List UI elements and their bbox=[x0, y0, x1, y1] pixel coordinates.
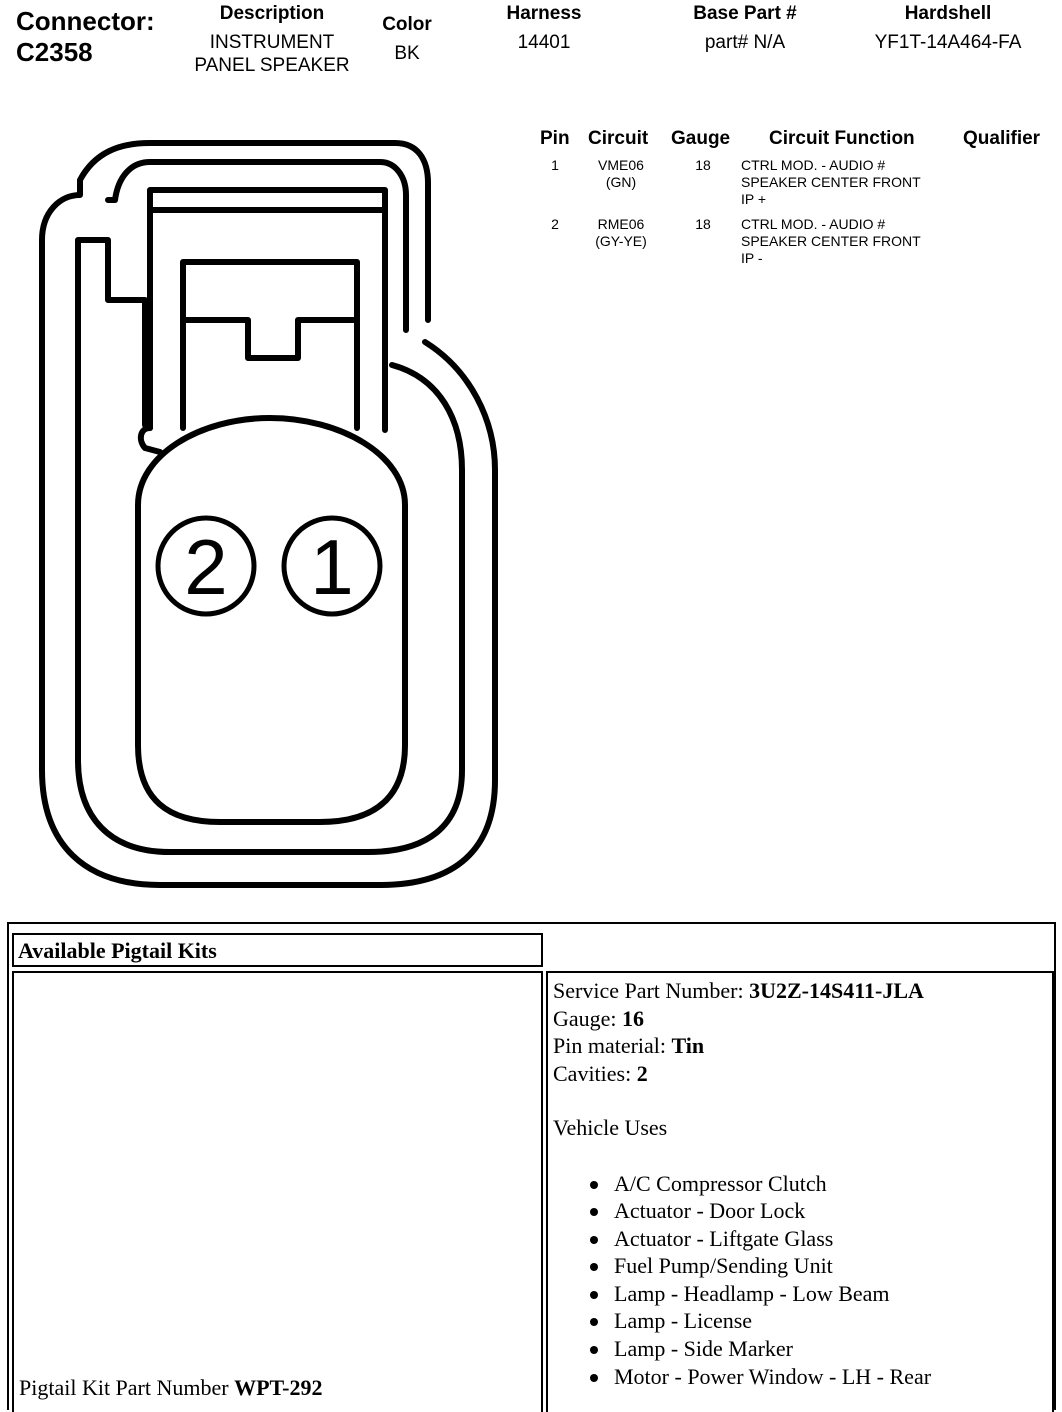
pin-header: Pin bbox=[540, 128, 570, 149]
harness-value: 14401 bbox=[517, 32, 571, 53]
kit-gauge: Gauge: 16 bbox=[553, 1005, 645, 1031]
pigtail-kits-title: Available Pigtail Kits bbox=[18, 938, 217, 963]
cavity-2-label: 2 bbox=[184, 523, 228, 611]
service-part-number: Service Part Number: 3U2Z-14S411-JLA bbox=[553, 978, 924, 1003]
row-2-pin: 2 bbox=[551, 216, 559, 232]
color-column bbox=[367, 14, 447, 65]
list-item: A/C Compressor Clutch bbox=[588, 1170, 931, 1198]
pigtail-kits-title-cell bbox=[12, 933, 543, 967]
harness-column bbox=[484, 3, 604, 54]
pigtail-kits-table bbox=[7, 922, 1056, 1410]
list-item: Motor - Power Window - LH - Rear bbox=[588, 1363, 931, 1391]
color-value: BK bbox=[394, 43, 420, 64]
hardshell-column bbox=[858, 3, 1038, 54]
base-part-value: part# N/A bbox=[704, 32, 786, 53]
description-column bbox=[172, 3, 372, 77]
list-item: Actuator - Liftgate Glass bbox=[588, 1225, 931, 1253]
harness-label: Harness bbox=[506, 3, 582, 24]
qualifier-header: Qualifier bbox=[963, 128, 1041, 149]
base-part-column bbox=[670, 3, 820, 54]
circuit-function-header: Circuit Function bbox=[769, 128, 915, 149]
description-label: Description bbox=[219, 3, 325, 24]
hardshell-value: YF1T-14A464-FA bbox=[874, 32, 1022, 53]
connector-heading bbox=[16, 6, 155, 68]
kit-cavities: Cavities: 2 bbox=[553, 1060, 648, 1086]
row-1-pin: 1 bbox=[551, 157, 559, 173]
list-item: Actuator - Door Lock bbox=[588, 1197, 931, 1225]
gauge-header: Gauge bbox=[671, 128, 731, 149]
vehicle-uses-title: Vehicle Uses bbox=[553, 1115, 668, 1140]
pigtail-kit-part-number-value: WPT-292 bbox=[234, 1375, 323, 1400]
base-part-label: Base Part # bbox=[693, 3, 797, 24]
list-item: Fuel Pump/Sending Unit bbox=[588, 1252, 931, 1280]
pin-material: Pin material: Tin bbox=[553, 1033, 705, 1058]
row-2-gauge: 18 bbox=[695, 216, 711, 232]
list-item: Lamp - Headlamp - Low Beam bbox=[588, 1280, 931, 1308]
row-1-function: CTRL MOD. - AUDIO # SPEAKER CENTER FRONT IP + bbox=[741, 157, 921, 207]
list-item: Lamp - License bbox=[588, 1307, 931, 1335]
vehicle-uses-list bbox=[553, 1170, 931, 1391]
pigtail-kit-details-cell bbox=[546, 971, 1054, 1412]
color-label: Color bbox=[382, 14, 432, 35]
description-line-1: INSTRUMENT bbox=[209, 32, 335, 53]
row-1-circuit: VME06 (GN) bbox=[598, 157, 644, 190]
pigtail-kit-details bbox=[553, 977, 931, 1390]
connector-id: C2358 bbox=[16, 37, 93, 67]
row-2-function: CTRL MOD. - AUDIO # SPEAKER CENTER FRONT IP - bbox=[741, 216, 921, 266]
pigtail-kit-image-cell bbox=[12, 971, 543, 1412]
circuit-header: Circuit bbox=[588, 128, 649, 149]
pigtail-kit-part-number: Pigtail Kit Part Number WPT-292 bbox=[19, 1375, 323, 1400]
description-line-2: PANEL SPEAKER bbox=[194, 55, 350, 76]
connector-face-diagram bbox=[0, 110, 520, 900]
row-1-gauge: 18 bbox=[695, 157, 711, 173]
connector-label: Connector: bbox=[16, 6, 155, 36]
row-2-circuit: RME06 (GY-YE) bbox=[595, 216, 647, 249]
cavity-1-label: 1 bbox=[310, 523, 354, 611]
list-item: Lamp - Side Marker bbox=[588, 1335, 931, 1363]
hardshell-label: Hardshell bbox=[904, 3, 992, 24]
